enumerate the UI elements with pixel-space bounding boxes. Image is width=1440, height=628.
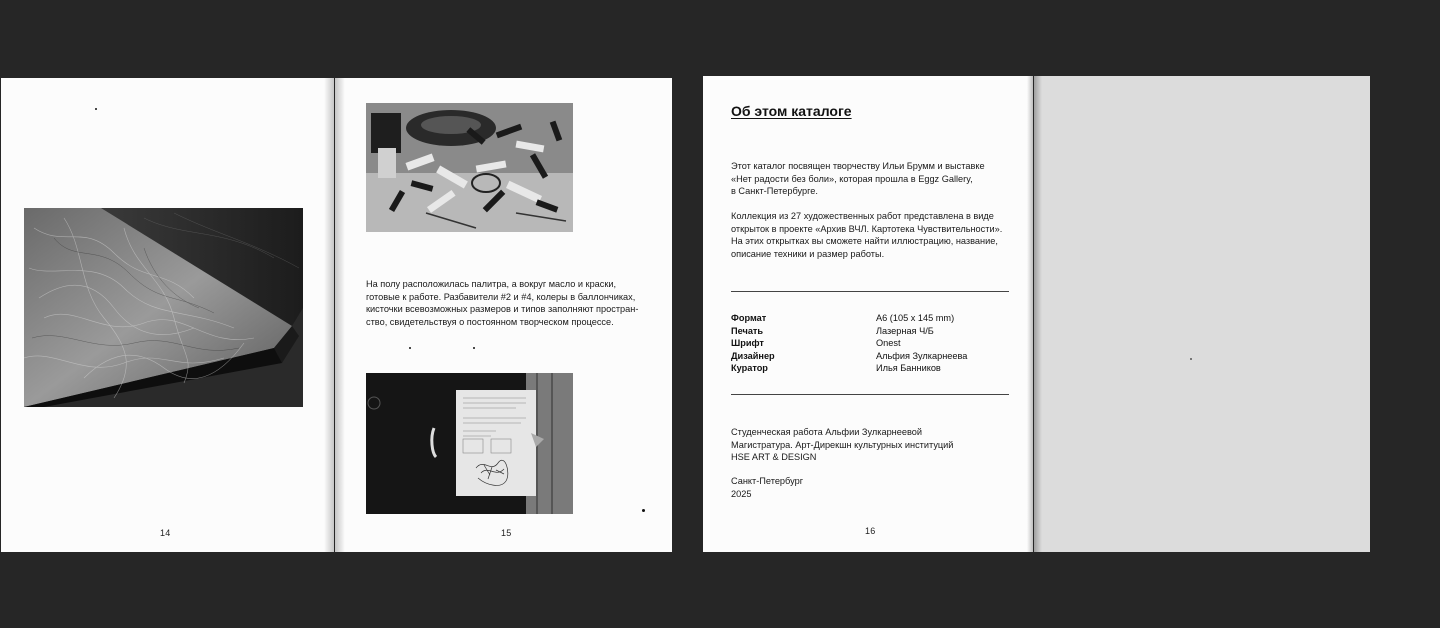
place-date bbox=[731, 475, 803, 500]
paragraph-line: На этих открытках вы сможете найти иллюстрацию, название, bbox=[731, 236, 998, 247]
divider-bottom bbox=[731, 394, 1009, 395]
spec-value: Onest bbox=[876, 338, 901, 349]
drawing-sheet-illustration bbox=[366, 373, 573, 514]
credits-paragraph bbox=[731, 426, 953, 464]
palette-paints-illustration bbox=[366, 103, 573, 232]
speck bbox=[1190, 358, 1192, 360]
caption-line: готовые к работе. Разбавители #2 и #4, колеры в баллончиках, bbox=[366, 291, 636, 302]
spec-label: Шрифт bbox=[731, 338, 764, 349]
spec-label: Формат bbox=[731, 313, 767, 323]
specs-table bbox=[731, 312, 1009, 377]
divider-top bbox=[731, 291, 1009, 292]
intro-paragraph bbox=[731, 160, 985, 198]
speck bbox=[95, 108, 97, 110]
paragraph-line: Студенческая работа Альфии Зулкарнеевой bbox=[731, 427, 922, 437]
spine-shadow bbox=[1034, 76, 1042, 552]
page-number: 15 bbox=[501, 528, 512, 538]
paragraph-line: HSE ART & DESIGN bbox=[731, 452, 817, 463]
collection-paragraph bbox=[731, 210, 1002, 260]
paragraph-line: описание техники и размер работы. bbox=[731, 248, 885, 259]
caption-line: На полу расположилась палитра, а вокруг масло и краски, bbox=[366, 279, 617, 289]
page-number: 16 bbox=[865, 526, 876, 536]
caption-line: кисточки всевозможных размеров и типов заполняют простран- bbox=[366, 304, 639, 315]
page-14 bbox=[1, 78, 334, 552]
page-number: 14 bbox=[160, 528, 171, 538]
paragraph-line: Магистратура. Арт-Дирекшн культурных институций bbox=[731, 439, 954, 450]
paragraph-line: открыток в проекте «Архив ВЧЛ. Картотека Чувствительности». bbox=[731, 223, 1003, 234]
paragraph-line: Коллекция из 27 художественных работ представлена в виде bbox=[731, 211, 994, 221]
page-16 bbox=[703, 76, 1033, 552]
paragraph-line: Этот каталог посвящен творчеству Ильи Брумм и выставке bbox=[731, 161, 985, 171]
speck bbox=[473, 347, 475, 349]
page-15 bbox=[335, 78, 672, 552]
canvas-texture-photo bbox=[24, 208, 303, 407]
palette-caption bbox=[366, 278, 638, 328]
page-17-blank bbox=[1034, 76, 1370, 552]
catalog-title: Об этом каталоге bbox=[731, 103, 852, 119]
spec-label: Дизайнер bbox=[731, 350, 775, 361]
speck bbox=[409, 347, 411, 349]
spec-value: Илья Банников bbox=[876, 363, 941, 374]
year: 2025 bbox=[731, 488, 752, 499]
paragraph-line: «Нет радости без боли», которая прошла в Eggz Gallery, bbox=[731, 173, 973, 184]
spine-shadow bbox=[1027, 76, 1033, 552]
canvas-texture-illustration bbox=[24, 208, 303, 407]
spec-value: Альфия Зулкарнеева bbox=[876, 350, 968, 361]
caption-line: ство, свидетельствуя о постоянном творческом процессе. bbox=[366, 316, 614, 327]
palette-paints-photo bbox=[366, 103, 573, 232]
spine-shadow bbox=[335, 78, 345, 552]
paragraph-line: в Санкт-Петербурге. bbox=[731, 186, 818, 197]
spec-value: Лазерная Ч/Б bbox=[876, 325, 934, 336]
spec-value: A6 (105 x 145 mm) bbox=[876, 313, 955, 323]
spine-shadow bbox=[324, 78, 334, 552]
spec-label: Куратор bbox=[731, 363, 768, 374]
speck bbox=[642, 509, 645, 512]
spec-label: Печать bbox=[731, 325, 764, 336]
city: Санкт-Петербург bbox=[731, 476, 804, 486]
drawing-sheet-photo bbox=[366, 373, 573, 514]
